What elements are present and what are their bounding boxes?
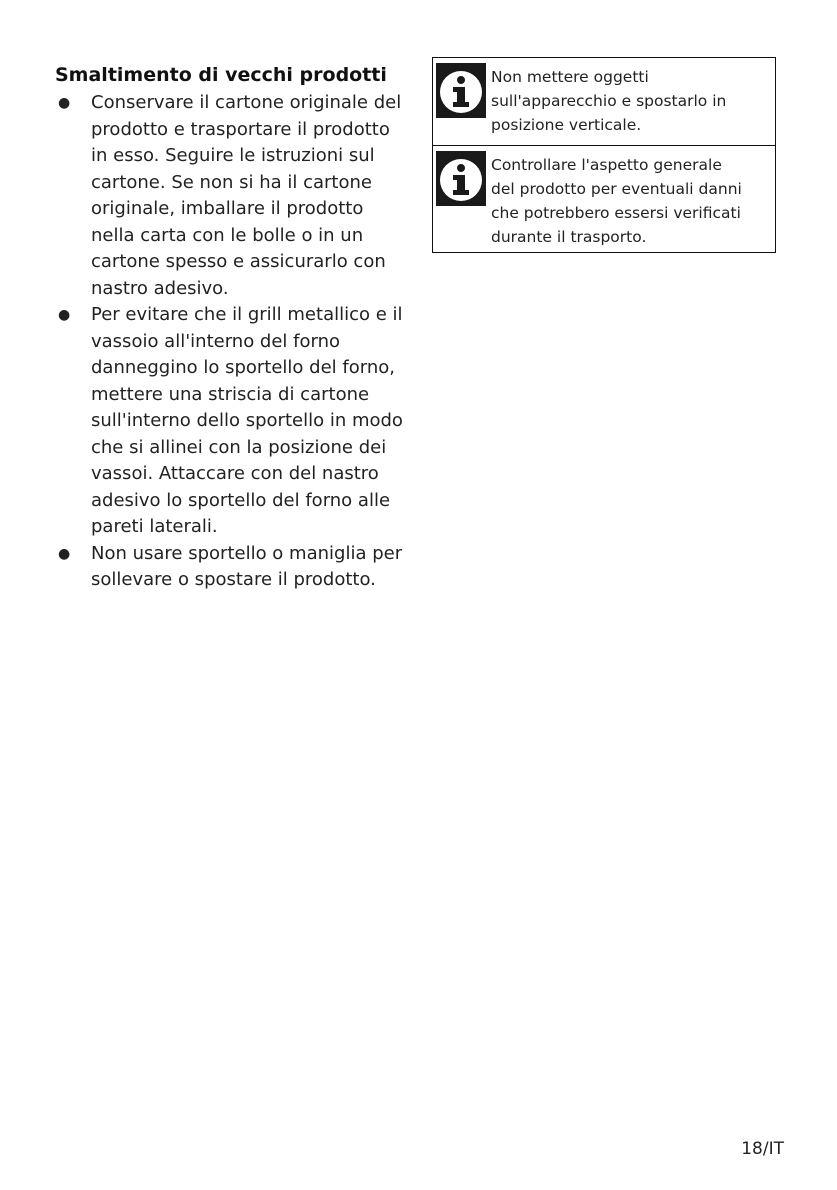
notes-column — [432, 57, 776, 253]
note-text: Controllare l'aspetto generale del prodotto per eventuali danni che potrebbero essersi verificati durante il trasporto. — [491, 156, 742, 246]
list-item-text: Per evitare che il grill metallico e il vassoio all'interno del forno danneggino lo sportello del forno, mettere una striscia di cartone sull'interno dello sportello in modo che si allinei con la posizione dei vassoi. Attaccare con del nastro adesivo lo sportello del forno alle pareti laterali. — [91, 304, 403, 537]
list-item — [55, 302, 405, 541]
info-note — [432, 57, 776, 146]
list-item-text: Non usare sportello o maniglia per sollevare o spostare il prodotto. — [91, 542, 403, 590]
bullet-list — [55, 90, 405, 594]
bullet-icon: ● — [58, 95, 71, 111]
info-icon — [433, 58, 489, 145]
bullet-icon: ● — [58, 545, 71, 562]
bullet-icon: ● — [58, 307, 71, 323]
note-text: Non mettere oggetti sull'apparecchio e spostarlo in posizione verticale. — [491, 68, 727, 134]
info-note — [432, 146, 776, 253]
section-heading: Smaltimento di vecchi prodotti — [55, 64, 387, 86]
info-icon — [433, 146, 489, 252]
list-item — [55, 90, 405, 302]
list-item — [55, 541, 405, 594]
page-number: 18/IT — [741, 1139, 784, 1159]
disposal-section — [55, 62, 405, 594]
list-item-text: Conservare il cartone originale del prodotto e trasportare il prodotto in esso. Seguire le istruzioni sul cartone. Se non si ha il cartone originale, imballare il prodotto nella carta con le bolle o in un cartone spesso e assicurarlo con nastro adesivo. — [91, 92, 402, 299]
